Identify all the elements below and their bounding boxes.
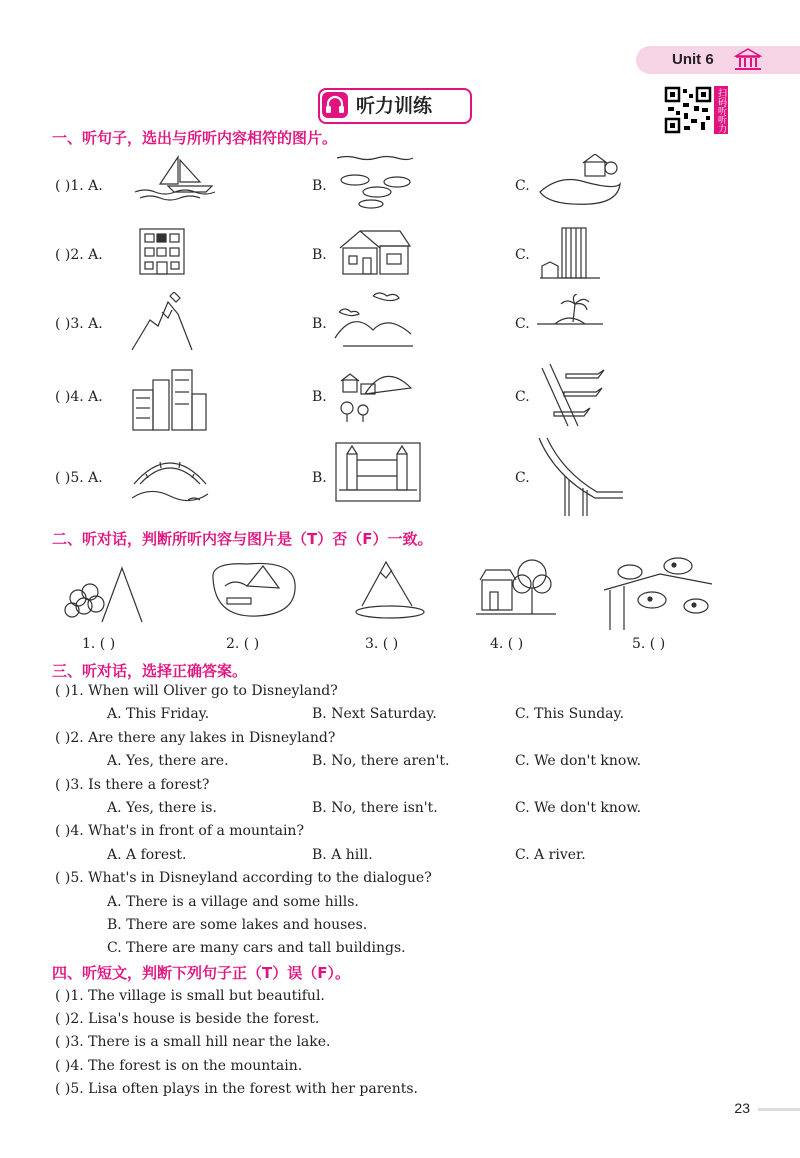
s1-q3-b-label: B. <box>312 316 327 332</box>
s4-item-4: ( )4. The forest is on the mountain. <box>55 1058 303 1074</box>
mountain-peak-image <box>130 292 195 354</box>
section2-heading: 二、听对话，判断所听内容与图片是（T）否（F）一致。 <box>52 530 433 548</box>
s3-q5-b: B. There are some lakes and houses. <box>107 917 368 933</box>
s1-q4-c-label: C. <box>515 389 530 405</box>
s3-q3: ( )3. Is there a forest? <box>55 777 210 793</box>
boats-image <box>335 152 415 212</box>
forest-mountain-image <box>62 562 152 628</box>
cows-farm-image <box>600 550 716 632</box>
s3-q1-a: A. This Friday. <box>107 706 210 722</box>
s3-q2-b: B. No, there aren't. <box>312 753 450 769</box>
hills-image <box>333 290 418 352</box>
s1-q5-label: ( )5. A. <box>55 470 103 486</box>
s1-q1-b-label: B. <box>312 178 327 194</box>
s3-q5-c: C. There are many cars and tall buildings. <box>107 940 406 956</box>
section1-heading: 一、听句子，选出与所听内容相符的图片。 <box>52 129 338 147</box>
s3-q1-c: C. This Sunday. <box>515 706 625 722</box>
s4-item-2: ( )2. Lisa's house is beside the forest. <box>55 1011 320 1027</box>
s4-item-5: ( )5. Lisa often plays in the forest with her parents. <box>55 1081 418 1097</box>
city-buildings-image <box>130 364 210 432</box>
s3-q5-a: A. There is a village and some hills. <box>107 894 359 910</box>
apartment-building-image <box>135 226 190 278</box>
page-title: 听力训练 <box>356 95 433 117</box>
s1-q3-c-label: C. <box>515 316 530 332</box>
s3-q1-b: B. Next Saturday. <box>312 706 437 722</box>
section4-heading: 四、听短文，判断下列句子正（T）误（F）。 <box>52 964 350 982</box>
s3-q1: ( )1. When will Oliver go to Disneyland? <box>55 683 338 699</box>
lake-island-image <box>207 558 299 620</box>
lake-house-image <box>535 154 625 210</box>
unit-tab <box>636 46 800 74</box>
island-tree-image <box>535 294 605 338</box>
village-hill-image <box>335 364 415 426</box>
skyscraper-image <box>540 224 600 282</box>
sailboat-image <box>130 152 220 202</box>
overpass-image <box>535 436 625 518</box>
s1-q5-c-label: C. <box>515 470 530 486</box>
s3-q2: ( )2. Are there any lakes in Disneyland? <box>55 730 336 746</box>
tower-bridge-image <box>335 442 421 502</box>
s1-q5-b-label: B. <box>312 470 327 486</box>
s3-q4-c: C. A river. <box>515 847 586 863</box>
page-number-line <box>758 1108 800 1111</box>
headphones-icon <box>322 92 348 118</box>
s3-q2-c: C. We don't know. <box>515 753 642 769</box>
s3-q4-a: A. A forest. <box>107 847 187 863</box>
s1-q1-label: ( )1. A. <box>55 178 103 194</box>
s3-q3-c: C. We don't know. <box>515 800 642 816</box>
s3-q3-a: A. Yes, there is. <box>107 800 217 816</box>
s2-label-2: 2. ( ) <box>226 636 260 652</box>
house-tree-image <box>476 556 556 618</box>
s1-q4-b-label: B. <box>312 389 327 405</box>
s1-q3-label: ( )3. A. <box>55 316 103 332</box>
qr-code-icon[interactable] <box>664 86 712 134</box>
s1-q4-label: ( )4. A. <box>55 389 103 405</box>
arch-bridge-image <box>130 446 210 506</box>
unit-label: Unit 6 <box>672 51 714 68</box>
s4-item-1: ( )1. The village is small but beautiful. <box>55 988 325 1004</box>
s2-label-5: 5. ( ) <box>632 636 666 652</box>
page-number: 23 <box>734 1100 750 1116</box>
s1-q2-b-label: B. <box>312 247 327 263</box>
airport-planes-image <box>538 362 610 428</box>
s1-q1-c-label: C. <box>515 178 530 194</box>
building-icon <box>734 48 762 72</box>
s2-label-4: 4. ( ) <box>490 636 524 652</box>
section3-heading: 三、听对话，选择正确答案。 <box>52 662 248 680</box>
s3-q3-b: B. No, there isn't. <box>312 800 438 816</box>
s2-label-3: 3. ( ) <box>365 636 399 652</box>
s2-label-1: 1. ( ) <box>82 636 116 652</box>
s1-q2-c-label: C. <box>515 247 530 263</box>
qr-caption: 扫码听听力 <box>716 87 726 133</box>
s3-q2-a: A. Yes, there are. <box>107 753 229 769</box>
s3-q5: ( )5. What's in Disneyland according to the dialogue? <box>55 870 432 886</box>
house-image <box>335 226 415 278</box>
s1-q2-label: ( )2. A. <box>55 247 103 263</box>
s4-item-3: ( )3. There is a small hill near the lake. <box>55 1034 331 1050</box>
s3-q4-b: B. A hill. <box>312 847 373 863</box>
s3-q4: ( )4. What's in front of a mountain? <box>55 823 304 839</box>
mountain-lake-image <box>350 556 430 622</box>
